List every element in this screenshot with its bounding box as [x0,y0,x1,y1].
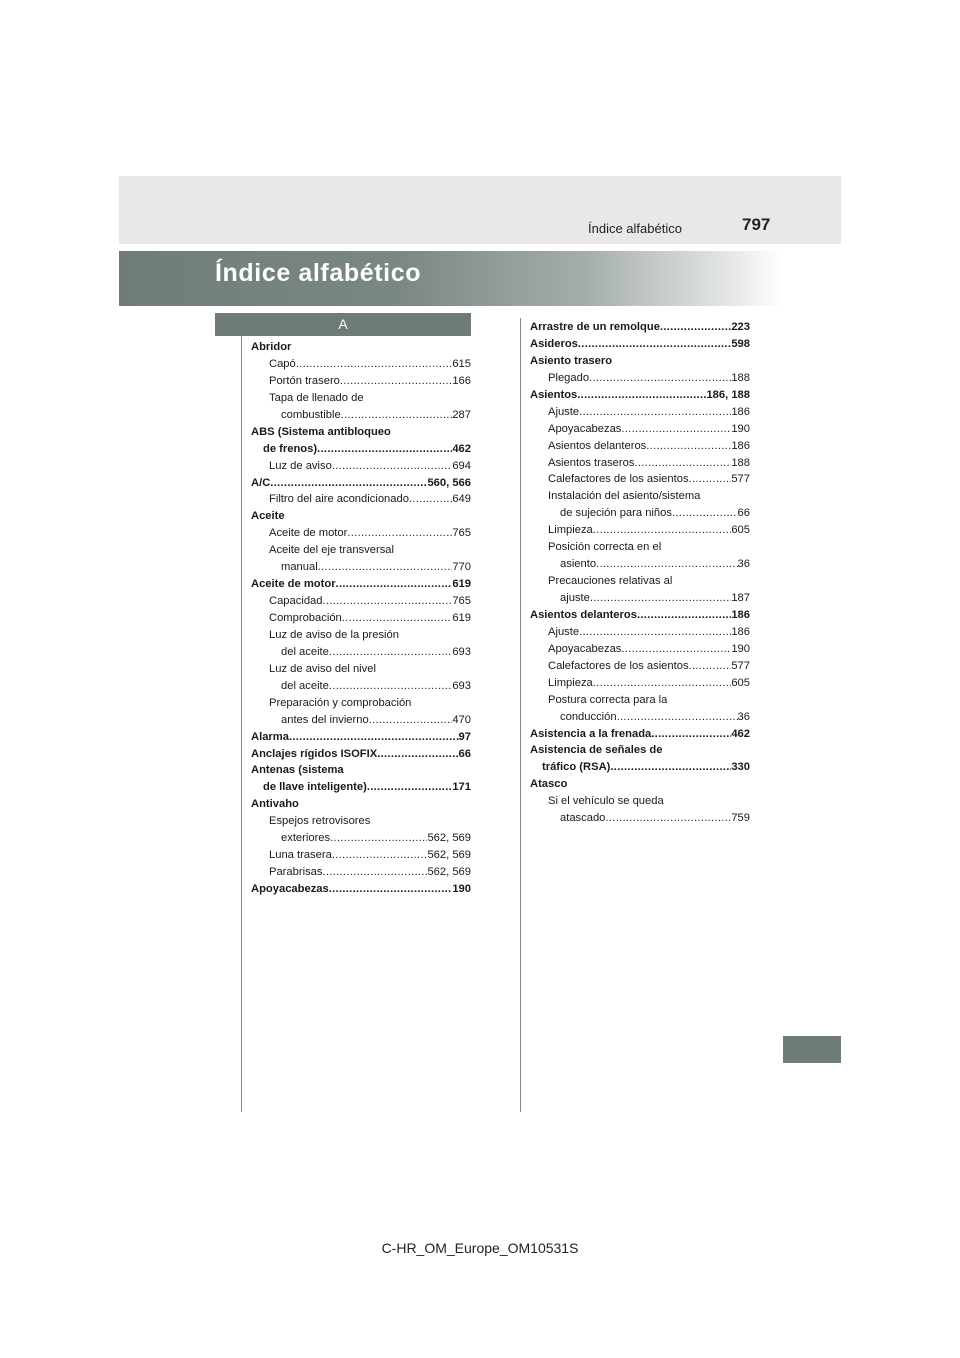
index-entry-page: 66 [458,747,471,760]
index-entry-leader [646,438,731,455]
index-entry-page: 190 [731,422,750,435]
index-entry-page: 97 [458,730,471,743]
index-entry-text: Capó [269,357,296,370]
index-entry [530,641,750,658]
index-entry [251,610,471,627]
page-title: Índice alfabético [215,259,422,287]
index-entry-leader [634,455,731,472]
index-entry-leader [323,593,453,610]
index-entry [251,644,471,661]
index-entry-leader [596,556,737,573]
index-entry-page: 186 [731,625,750,638]
index-entry-text: combustible [281,408,341,421]
index-entry-leader [342,610,453,627]
index-entry-text: Asiento trasero [530,354,613,367]
index-entry-text: Aceite [251,510,285,523]
index-entry-text: Aceite del eje transversal [269,544,394,557]
index-entry [530,455,750,472]
index-entry-text: Ajuste [548,625,580,638]
index-entry-text: Espejos retrovisores [269,815,371,828]
index-entry-page: 577 [731,659,750,672]
index-entry-leader [660,319,731,336]
index-entry [530,590,750,607]
index-entry-leader [617,709,738,726]
index-entry-page: 577 [731,473,750,486]
index-entry-page: 187 [731,592,750,604]
index-entry-text: exteriores [281,832,331,845]
index-entry-text: Precauciones relativas al [548,575,673,588]
index-entry [251,864,471,881]
index-entry-leader [329,678,452,695]
index-entry-page: 66 [737,507,750,520]
index-entry-text: conducción [560,710,617,723]
index-entry [251,847,471,864]
index-entry [251,746,471,763]
index-entry-leader [577,387,706,404]
index-entry [530,675,750,692]
index-entry-text: Capacidad [269,595,323,608]
index-entry [251,695,471,712]
index-entry-leader [332,847,428,864]
page-number: 797 [742,215,771,234]
index-entry-text: Ajuste [548,405,580,418]
index-entry [251,475,471,492]
index-entry-leader [329,644,452,661]
index-entry-text: Asientos delanteros [548,439,647,452]
index-entry-leader [610,759,731,776]
index-entry-page: 605 [731,524,750,537]
index-entry-leader [329,881,453,898]
index-entry-text: Asientos [530,388,578,401]
index-entry-page: 190 [731,642,750,655]
index-entry-page: 562, 569 [427,866,471,879]
index-entry [251,830,471,847]
index-entry-leader [637,607,731,624]
index-entry [251,712,471,729]
section-tab-marker [783,1036,841,1063]
index-entry [530,759,750,776]
index-entry-leader [322,864,427,881]
index-entry-text: Limpieza [548,676,593,689]
index-entry-text: del aceite [281,679,329,692]
index-entry-page: 223 [731,321,750,333]
index-entry [251,559,471,576]
index-entry-leader [318,559,453,576]
index-entry-page: 186 [731,405,750,418]
index-entry-text: Arrastre de un remolque [530,321,660,333]
index-entry [530,810,750,827]
index-entry-page: 186 [731,608,750,621]
index-entry-text: Parabrisas [269,866,323,879]
index-entry-text: Aceite de motor [269,527,348,540]
index-entry-page: 694 [452,459,471,472]
index-entry-text: Si el vehículo se queda [548,795,664,808]
index-entry-text: Asistencia de señales de [530,744,663,757]
index-entry-text: Abridor [251,341,292,353]
index-entry-text: Calefactores de los asientos [548,659,689,672]
index-entry-text: Luz de aviso de la presión [269,628,399,641]
index-entry-text: Aceite de motor [251,578,336,591]
index-entry [251,678,471,695]
index-entry-page: 166 [452,374,471,387]
index-entry [530,709,750,726]
index-entry-leader [270,475,427,492]
index-entry [530,471,750,488]
index-entry-page: 562, 569 [427,832,471,845]
index-entry-leader [340,373,452,390]
index-entry-page: 188 [731,456,750,469]
index-entry-leader [621,421,731,438]
index-entry [530,336,750,353]
index-entry-page: 759 [731,812,750,825]
index-entry-leader [289,729,459,746]
index-entry-text: Asistencia a la frenada [530,727,652,740]
index-entry [530,776,750,793]
index-entry [530,742,750,759]
index-entry-leader [332,458,453,475]
index-entry-text: Luz de aviso [269,459,332,472]
index-entry-text: Luna trasera [269,849,332,862]
index-entry [251,424,471,441]
index-entry-page: 693 [452,679,471,692]
index-entry [530,607,750,624]
index-entry-text: ajuste [560,592,590,604]
index-entry-page: 188 [731,371,750,384]
index-entry-leader [341,407,453,424]
index-entry [251,762,471,779]
index-entry [530,421,750,438]
index-entry [251,542,471,559]
index-entry-leader [409,491,452,508]
index-entry [530,404,750,421]
index-entry-page: 649 [452,493,471,506]
index-entry [251,627,471,644]
index-entry-text: manual [281,561,318,574]
index-entry-page: 619 [452,612,471,624]
index-column-right [530,319,750,827]
index-entry [530,488,750,505]
index-entry-text: asiento [560,558,597,571]
index-entry-text: Luz de aviso del nivel [269,662,376,675]
index-entry-text: Apoyacabezas [548,422,622,435]
index-entry-text: antes del invierno [281,713,369,726]
index-entry-text: de frenos) [263,442,318,455]
index-entry-leader [593,522,732,539]
index-entry-page: 765 [452,595,471,608]
index-entry-text: Limpieza [548,524,593,537]
index-entry [251,881,471,898]
index-entry-page: 765 [452,527,471,540]
index-entry [530,387,750,404]
index-entry-text: de sujeción para niños [560,507,672,520]
index-entry-page: 605 [731,676,750,689]
index-entry-page: 598 [731,337,750,350]
index-entry-text: Apoyacabezas [548,642,622,655]
index-column-left [251,339,471,898]
index-entry-page: 330 [731,761,750,774]
index-entry [530,522,750,539]
index-entry [530,370,750,387]
index-entry-text: Asideros [530,337,578,350]
index-entry-leader [672,505,738,522]
index-entry [251,576,471,593]
index-entry-text: ABS (Sistema antibloqueo [251,425,391,438]
index-entry-text: del aceite [281,645,329,658]
index-entry-text: Instalación del asiento/sistema [548,490,701,503]
index-entry [530,624,750,641]
index-entry-text: Posición correcta en el [548,541,662,554]
index-entry-text: Filtro del aire acondicionado [269,493,409,506]
index-entry-text: Asientos delanteros [530,608,637,621]
index-entry-leader [578,336,731,353]
index-entry-page: 770 [452,561,471,574]
index-entry-leader [621,641,731,658]
index-entry [530,539,750,556]
index-entry [251,525,471,542]
index-entry [251,373,471,390]
index-entry [251,390,471,407]
index-entry-leader [579,404,731,421]
document-footer: C-HR_OM_Europe_OM10531S [381,1240,579,1256]
index-entry [530,573,750,590]
index-entry [530,793,750,810]
index-entry-text: Apoyacabezas [251,883,329,895]
index-entry-leader [369,712,453,729]
index-entry-page: 462 [452,442,471,455]
index-entry-page: 615 [452,357,471,370]
index-entry-page: 619 [452,578,471,591]
index-entry [251,356,471,373]
header-bar [119,176,841,244]
index-entry [530,692,750,709]
index-entry-leader [377,746,458,763]
index-entry-leader [589,370,731,387]
index-entry-leader [336,576,453,593]
index-entry-leader [590,590,731,607]
header-section-title: Índice alfabético [588,221,682,236]
index-entry-page: 462 [731,727,750,740]
index-entry-page: 36 [737,558,750,571]
index-entry-leader [317,441,452,458]
index-entry [251,779,471,796]
index-entry [251,796,471,813]
index-entry-leader [593,675,732,692]
index-entry-leader [579,624,731,641]
index-entry-text: Preparación y comprobación [269,696,412,709]
index-entry-text: Asientos traseros [548,456,635,469]
index-entry-text: Anclajes rígidos ISOFIX [251,747,378,760]
index-entry [530,353,750,370]
index-entry [530,319,750,336]
index-entry-text: Plegado [548,371,590,384]
index-entry-leader [689,471,732,488]
index-entry [251,508,471,525]
index-entry-text: A/C [251,476,271,489]
index-entry-page: 186 [731,439,750,452]
index-entry-text: Antivaho [251,798,299,811]
index-entry [251,593,471,610]
index-entry [251,661,471,678]
index-entry-leader [605,810,731,827]
index-entry-page: 36 [737,710,750,723]
index-entry-page: 470 [452,713,471,726]
index-entry-leader [689,658,732,675]
index-entry [530,658,750,675]
column-divider-middle [520,318,521,1112]
index-entry-text: de llave inteligente) [263,781,367,794]
index-entry [251,458,471,475]
index-entry-text: atascado [560,812,606,825]
index-entry-page: 171 [452,781,471,794]
index-entry [251,407,471,424]
index-entry [251,339,471,356]
index-entry-page: 190 [452,883,471,895]
index-entry-leader [347,525,452,542]
index-entry-text: Calefactores de los asientos [548,473,689,486]
index-entry-page: 693 [452,645,471,658]
index-entry-text: Atasco [530,778,568,791]
index-entry-text: Postura correcta para la [548,693,668,706]
index-entry-text: tráfico (RSA) [542,761,611,774]
index-entry-leader [296,356,453,373]
index-entry [251,729,471,746]
column-divider-left [241,336,242,1112]
index-entry [530,556,750,573]
index-entry-page: 186, 188 [706,388,750,401]
index-entry [251,813,471,830]
index-entry [530,726,750,743]
index-entry [251,491,471,508]
index-entry-page: 562, 569 [427,849,471,862]
index-entry-leader [330,830,427,847]
index-entry [530,438,750,455]
index-entry-leader [367,779,453,796]
index-entry-page: 287 [452,408,471,421]
index-entry [530,505,750,522]
index-entry-leader [651,726,731,743]
index-entry-text: Antenas (sistema [251,764,344,777]
index-entry-page: 560, 566 [427,476,471,489]
index-entry-text: Comprobación [269,612,342,624]
section-letter-bar: A [215,313,471,336]
index-entry [251,441,471,458]
index-entry-text: Portón trasero [269,374,340,387]
index-entry-text: Tapa de llenado de [269,391,364,404]
index-entry-text: Alarma [251,730,289,743]
